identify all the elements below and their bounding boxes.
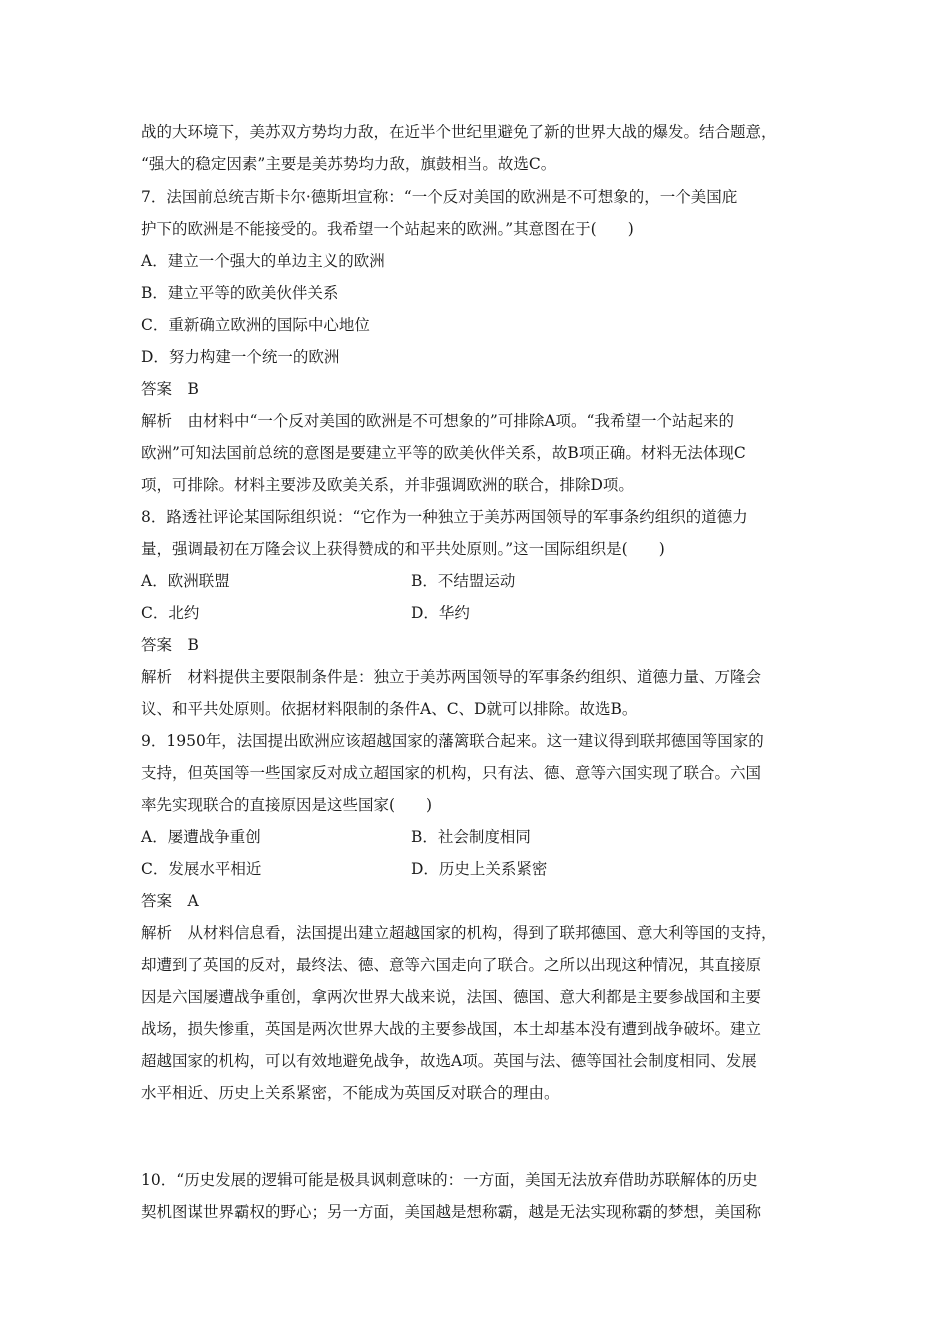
question-10-stem: 10．“历史发展的逻辑可能是极具讽刺意味的：一方面，美国无法放弃借助苏联解体的历史 [141, 1171, 758, 1189]
question-10-stem: 契机图谋世界霸权的野心；另一方面，美国越是想称霸，越是无法实现称霸的梦想，美国称 [141, 1203, 762, 1221]
question-9-analysis: 战场，损失惨重，英国是两次世界大战的主要参战国，本土却基本没有遭到战争破坏。建立 [141, 1020, 762, 1038]
question-9-analysis: 超越国家的机构，可以有效地避免战争，故选A项。英国与法、德等国社会制度相同、发展 [141, 1052, 757, 1070]
question-9-analysis: 因是六国屡遭战争重创，拿两次世界大战来说，法国、德国、意大利都是主要参战国和主要 [141, 988, 762, 1006]
text-line: 战的大环境下，美苏双方势均力敌，在近半个世纪里避免了新的世界大战的爆发。结合题意， [141, 123, 777, 141]
question-8-option-d: D．华约 [411, 604, 470, 622]
question-9-option-d: D．历史上关系紧密 [411, 860, 548, 878]
question-7-option-c: C．重新确立欧洲的国际中心地位 [141, 316, 370, 334]
question-9-stem: 率先实现联合的直接原因是这些国家( ) [141, 796, 433, 814]
question-8-option-a: A．欧洲联盟 [141, 572, 230, 590]
text-line: “强大的稳定因素”主要是美苏势均力敌，旗鼓相当。故选C。 [141, 155, 557, 173]
question-8-option-c: C．北约 [141, 604, 200, 622]
question-9-stem: 9．1950年，法国提出欧洲应该超越国家的藩篱联合起来。这一建议得到联邦德国等国家的 [141, 732, 764, 750]
question-7-stem: 7．法国前总统吉斯卡尔·德斯坦宣称：“一个反对美国的欧洲是不可想象的，一个美国庇 [141, 188, 738, 206]
question-7-analysis: 欧洲”可知法国前总统的意图是要建立平等的欧美伙伴关系，故B项正确。材料无法体现C [141, 444, 746, 462]
question-7-stem: 护下的欧洲是不能接受的。我希望一个站起来的欧洲。”其意图在于( ) [141, 220, 634, 238]
question-8-stem: 量，强调最初在万隆会议上获得赞成的和平共处原则。”这一国际组织是( ) [141, 540, 665, 558]
question-9-analysis: 水平相近、历史上关系紧密，不能成为英国反对联合的理由。 [141, 1084, 560, 1102]
question-9-analysis: 解析 从材料信息看，法国提出建立超越国家的机构，得到了联邦德国、意大利等国的支持， [141, 924, 777, 942]
question-7-answer: 答案 B [141, 380, 199, 398]
question-8-option-b: B．不结盟运动 [411, 572, 516, 590]
question-8-stem: 8．路透社评论某国际组织说：“它作为一种独立于美苏两国领导的军事条约组织的道德力 [141, 508, 748, 526]
question-8-analysis: 议、和平共处原则。依据材料限制的条件A、C、D就可以排除。故选B。 [141, 700, 638, 718]
question-7-option-d: D．努力构建一个统一的欧洲 [141, 348, 340, 366]
question-9-analysis: 却遭到了英国的反对，最终法、德、意等六国走向了联合。之所以出现这种情况，其直接原 [141, 956, 762, 974]
question-8-answer: 答案 B [141, 636, 199, 654]
question-9-stem: 支持，但英国等一些国家反对成立超国家的机构，只有法、德、意等六国实现了联合。六国 [141, 764, 762, 782]
question-8-analysis: 解析 材料提供主要限制条件是：独立于美苏两国领导的军事条约组织、道德力量、万隆会 [141, 668, 762, 686]
question-9-option-a: A．屡遭战争重创 [141, 828, 261, 846]
question-7-analysis: 项，可排除。材料主要涉及欧美关系，并非强调欧洲的联合，排除D项。 [141, 476, 634, 494]
question-7-analysis: 解析 由材料中“一个反对美国的欧洲是不可想象的”可排除A项。“我希望一个站起来的 [141, 412, 734, 430]
question-7-option-a: A．建立一个强大的单边主义的欧洲 [141, 252, 385, 270]
question-9-answer: 答案 A [141, 892, 199, 910]
question-7-option-b: B．建立平等的欧美伙伴关系 [141, 284, 339, 302]
question-9-option-c: C．发展水平相近 [141, 860, 262, 878]
question-9-option-b: B．社会制度相同 [411, 828, 531, 846]
